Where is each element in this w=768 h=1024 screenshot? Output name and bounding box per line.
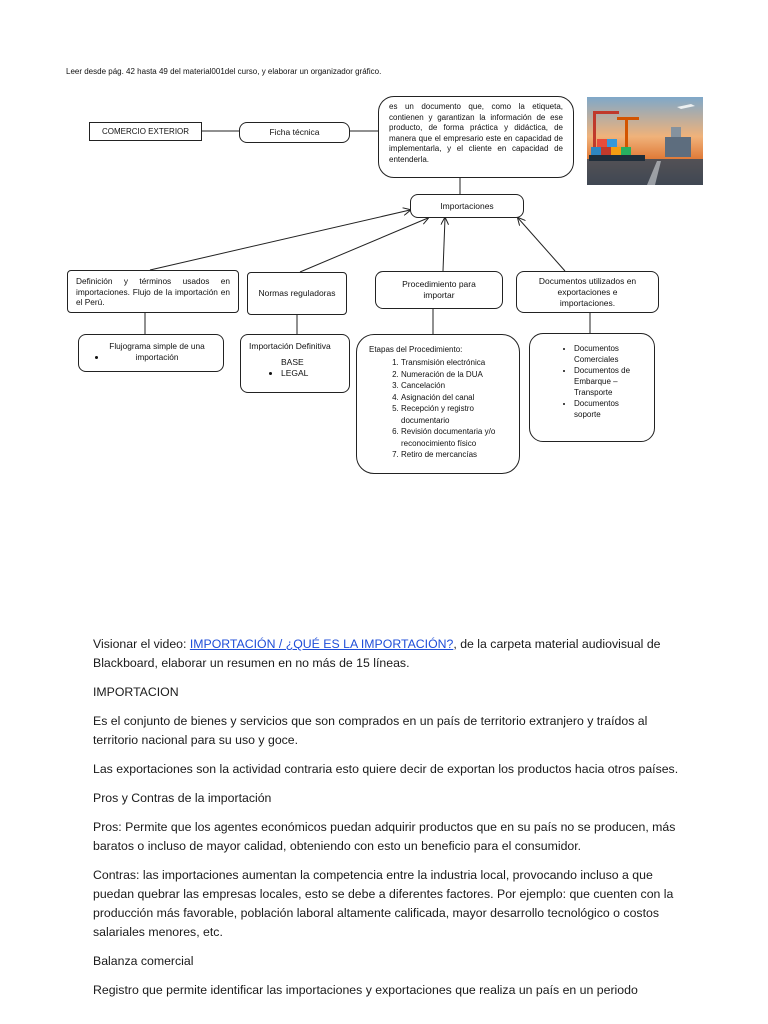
- arrow-procedimiento: [443, 218, 445, 271]
- box-ficha-descripcion: [378, 96, 574, 178]
- importacion-definitiva-label: Importación Definitiva: [249, 341, 331, 351]
- etapa-item: 4. Asignación del canal: [401, 392, 513, 404]
- etapa-item: 3. Cancelación: [401, 380, 513, 392]
- paragraph-balanza-title: Balanza comercial: [93, 954, 194, 968]
- body-text: [93, 635, 683, 1010]
- arrow-normas: [300, 218, 428, 272]
- documentos-list: [558, 343, 648, 420]
- etapa-item: 1. Transmisión electrónica: [401, 357, 513, 369]
- etapa-item: 7. Retiro de mercancías: [401, 449, 513, 461]
- box-comercio-exterior: [89, 122, 202, 141]
- paragraph-definicion: Es el conjunto de bienes y servicios que son comprados en un país de territorio extranjero y traídos al territorio nacional para su uso y goce.: [93, 714, 648, 747]
- base-legal-item: • BASE LEGAL: [281, 357, 341, 379]
- instruction-text: Leer desde pág. 42 hasta 49 del material001del curso, y elaborar un organizador gráfico.: [66, 67, 382, 76]
- paragraph-pros-contras-title: Pros y Contras de la importación: [93, 791, 272, 805]
- box-procedimiento: [375, 271, 503, 309]
- paragraph-pros: Pros: Permite que los agentes económicos puedan adquirir productos que en su país no se producen, más baratos o incluso de mayor calidad, obteniendo con esto un beneficio para el consumidor.: [93, 820, 676, 853]
- documento-item: • Documentos de Embarque – Transporte: [574, 365, 644, 398]
- paragraph-balanza: Registro que permite identificar las importaciones y exportaciones que realiza un país en un periodo: [93, 983, 638, 997]
- ficha-tecnica-label: Ficha técnica: [269, 127, 320, 137]
- arrow-definicion: [150, 210, 410, 270]
- video-instruction: Visionar el video: IMPORTACIÓN / ¿QUÉ ES LA IMPORTACIÓN?, de la carpeta material audiovisual de Blackboard, elaborar un resumen en no más de 15 líneas.: [93, 637, 661, 670]
- section-heading: IMPORTACION: [93, 685, 179, 699]
- documentos-label: Documentos utilizados en exportaciones e importaciones.: [538, 276, 637, 308]
- ficha-descripcion-text: es un documento que, como la etiqueta, contienen y garantizan la información de ese producto, de forma práctica y didáctica, de manera que el empresario este en capacidad de implementarla, y el cliente en capacidad de entenderla.: [389, 102, 563, 164]
- flujograma-item: • Flujograma simple de una importación: [107, 341, 217, 363]
- definicion-text: Definición y términos usados en importaciones. Flujo de la importación en el Perú.: [76, 276, 230, 307]
- box-flujograma: [78, 334, 224, 372]
- documento-item: • Documentos Comerciales: [574, 343, 644, 365]
- etapas-title: Etapas del Procedimiento:: [369, 345, 463, 354]
- comercio-exterior-label: COMERCIO EXTERIOR: [101, 127, 190, 136]
- box-importaciones: [410, 194, 524, 218]
- box-normas-reguladoras: [247, 272, 347, 315]
- arrow-documentos: [518, 218, 565, 271]
- box-etapas: [356, 334, 520, 474]
- box-documentos-lista: [529, 333, 655, 442]
- etapas-list: [369, 357, 513, 461]
- box-documentos: [516, 271, 659, 313]
- paragraph-exportaciones: Las exportaciones son la actividad contraria esto quiere decir de exportan los productos hacia otros países.: [93, 762, 679, 776]
- documento-item: • Documentos soporte: [574, 398, 644, 420]
- normas-label: Normas reguladoras: [258, 288, 336, 298]
- importaciones-label: Importaciones: [440, 200, 494, 211]
- etapa-item: 5. Recepción y registro documentario: [401, 403, 491, 426]
- paragraph-contras: Contras: las importaciones aumentan la competencia entre la industria local, provocando incluso a que puedan quebrar las empresas locales, esto se debe a diferentes factores. Por ejemplo: que cuenten con la producción más favorable, población laboral altamente calificada, mayor desarrollo tecnológico o costos salariales menores, etc.: [93, 868, 674, 939]
- box-definicion: [67, 270, 239, 313]
- box-importacion-definitiva: [240, 334, 350, 393]
- etapa-item: 2. Numeración de la DUA: [401, 369, 513, 381]
- procedimiento-label: Procedimiento para importar: [402, 279, 476, 300]
- video-link[interactable]: IMPORTACIÓN / ¿QUÉ ES LA IMPORTACIÓN?: [189, 637, 454, 651]
- box-ficha-tecnica: [239, 122, 350, 143]
- etapa-item: 6. Revisión documentaria y/o reconocimiento físico: [401, 426, 511, 449]
- port-containers-photo: [587, 97, 703, 185]
